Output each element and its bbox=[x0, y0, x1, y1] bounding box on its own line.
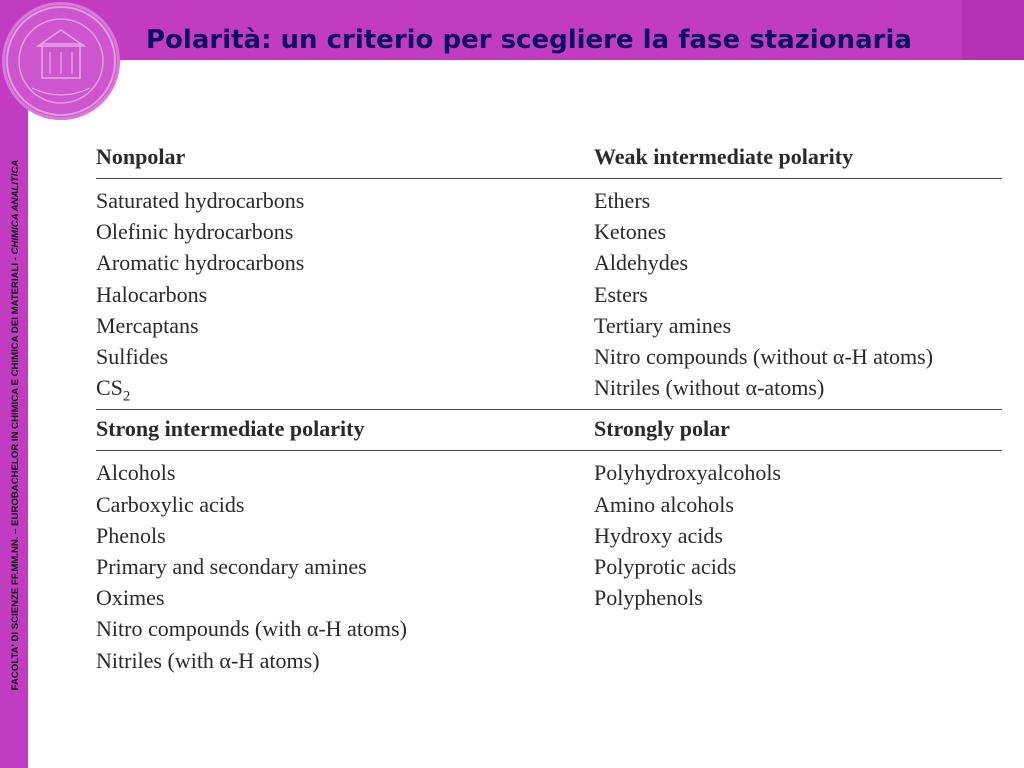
weak-intermediate-list bbox=[594, 185, 1002, 403]
list-item: Phenols bbox=[96, 522, 166, 548]
slide-title: Polarità: un criterio per scegliere la fase stazionaria bbox=[146, 25, 912, 55]
list-item: Esters bbox=[594, 281, 648, 307]
list-item: Carboxylic acids bbox=[96, 491, 245, 517]
header-weak-intermediate: Weak intermediate polarity bbox=[594, 144, 854, 169]
list-item: Mercaptans bbox=[96, 312, 199, 338]
list-item: Olefinic hydrocarbons bbox=[96, 219, 294, 245]
table-section-2 bbox=[96, 451, 1002, 681]
list-item: Polyhydroxyalcohols bbox=[594, 460, 781, 486]
formula-main: CS bbox=[96, 375, 123, 401]
faculty-name: FACOLTA' DI SCIENZE FF.MM.NN. – EUROBACHELOR IN CHIMICA E CHIMICA DEI MATERIALI - bbox=[10, 254, 21, 691]
table-header-row bbox=[96, 138, 1002, 179]
faculty-sidebar-text bbox=[8, 100, 24, 750]
list-item: Saturated hydrocarbons bbox=[96, 188, 305, 213]
header-strong-intermediate: Strong intermediate polarity bbox=[96, 416, 365, 442]
list-item: Halocarbons bbox=[96, 281, 208, 307]
formula-subscript: 2 bbox=[122, 388, 131, 405]
list-item: Ethers bbox=[594, 188, 651, 213]
list-item: Primary and secondary amines bbox=[96, 554, 367, 580]
table-header-row-2 bbox=[96, 410, 1002, 451]
strongly-polar-list bbox=[594, 457, 1002, 675]
list-item: Tertiary amines bbox=[594, 312, 732, 338]
nonpolar-list bbox=[96, 185, 594, 403]
list-item: Ketones bbox=[594, 219, 667, 245]
header-nonpolar: Nonpolar bbox=[96, 144, 186, 169]
list-item: Amino alcohols bbox=[594, 491, 734, 517]
list-item: Alcohols bbox=[96, 460, 176, 486]
course-name: CHIMICA ANALITICA bbox=[10, 159, 21, 255]
list-item: Nitriles (without α-atoms) bbox=[594, 375, 825, 401]
list-item: Aldehydes bbox=[594, 250, 689, 276]
list-item: Hydroxy acids bbox=[594, 522, 723, 548]
list-item: Nitro compounds (without α-H atoms) bbox=[594, 344, 934, 370]
list-item: Sulfides bbox=[96, 344, 169, 370]
header-strongly-polar: Strongly polar bbox=[594, 416, 730, 442]
list-item: Nitriles (with α-H atoms) bbox=[96, 647, 320, 673]
list-item: Oximes bbox=[96, 585, 165, 611]
strong-intermediate-list bbox=[96, 457, 594, 675]
list-item: Polyphenols bbox=[594, 585, 703, 611]
polarity-table bbox=[96, 138, 1002, 682]
list-item: Nitro compounds (with α-H atoms) bbox=[96, 616, 407, 642]
list-item: Polyprotic acids bbox=[594, 554, 737, 580]
list-item-cs2 bbox=[96, 372, 594, 403]
table-section-1 bbox=[96, 179, 1002, 410]
list-item: Aromatic hydrocarbons bbox=[96, 250, 305, 276]
